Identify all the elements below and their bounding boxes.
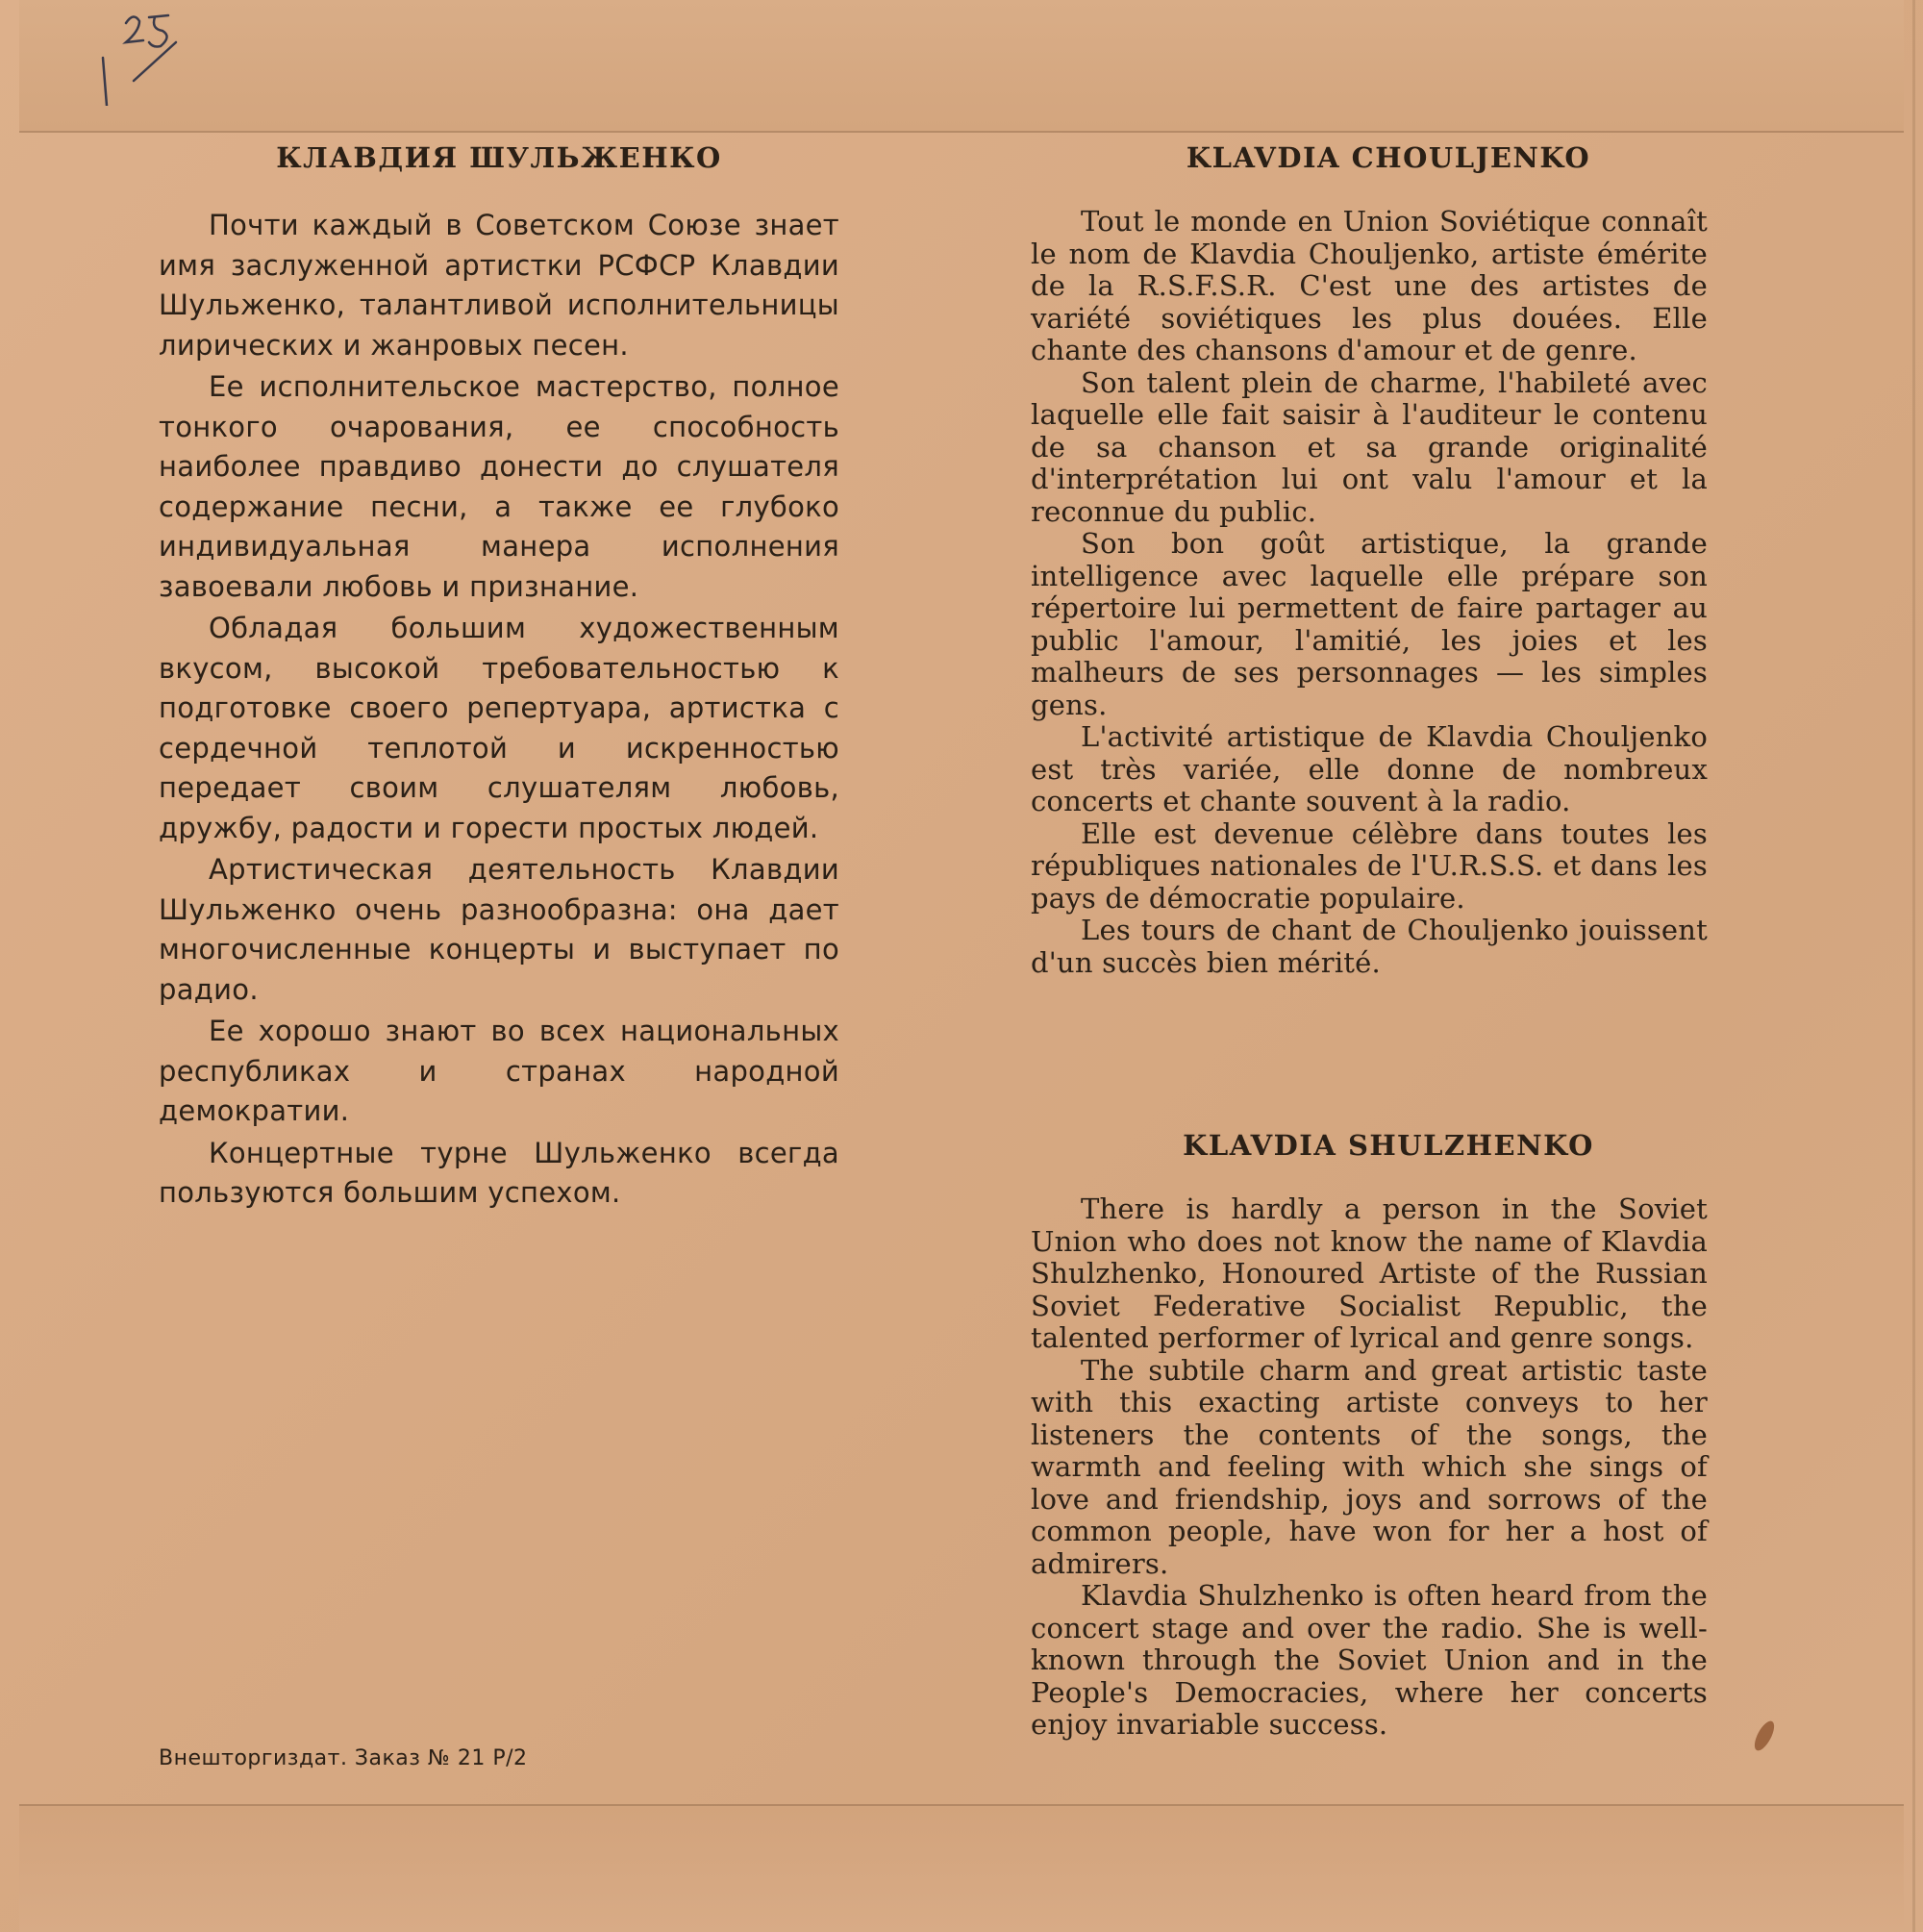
russian-paragraph: Обладая большим художественным вкусом, высокой требовательностью к подготовке своего репертуара, артистка с сердечной теплотой и искренностью передает своим слушателям любовь, дружбу, радости и горести простых людей. bbox=[159, 612, 839, 844]
french-paragraph: Son bon goût artistique, la grande intelligence avec laquelle elle prépare son répertoire lui permettent de faire partager au public l'amour, l'amitié, les joies et les malheurs de ses personnages — les simples gens. bbox=[1031, 527, 1708, 721]
english-title: KLAVDIA SHULZHENKO bbox=[1183, 1129, 1594, 1162]
russian-column bbox=[159, 133, 839, 1216]
publisher-imprint: Внешторгиздат. Заказ № 21 Р/2 bbox=[159, 1746, 528, 1770]
french-title: KLAVDIA CHOULJENKO bbox=[1186, 141, 1591, 174]
russian-paragraph: Артистическая деятельность Клавдии Шульженко очень разнообразна: она дает многочисленные концерты и выступает по радио. bbox=[159, 853, 839, 1006]
french-column bbox=[1031, 133, 1708, 979]
french-paragraph: Les tours de chant de Chouljenko jouissent d'un succès bien mérité. bbox=[1031, 914, 1708, 979]
english-paragraph: The subtile charm and great artistic taste with this exacting artiste conveys to her listeners the contents of the songs, the warmth and feeling with which she sings of love and friendship, joys and sorrows of the common people, have won for her a host of admirers. bbox=[1031, 1353, 1708, 1580]
russian-paragraph: Концертные турне Шульженко всегда пользуются большим успехом. bbox=[159, 1136, 839, 1209]
english-text bbox=[1031, 1193, 1708, 1742]
russian-text bbox=[159, 206, 839, 1214]
french-text bbox=[1031, 206, 1708, 979]
french-paragraph: Son talent plein de charme, l'habileté avec laquelle elle fait saisir à l'auditeur le contenu de sa chanson et sa grande originalité d'interprétation lui ont valu l'amour et la reconnue du public. bbox=[1031, 365, 1708, 528]
russian-paragraph: Почти каждый в Советском Союзе знает имя заслуженной артистки РСФСР Клавдии Шульженко, талантливой исполнительницы лирических и жанровых песен. bbox=[159, 209, 839, 362]
french-paragraph: Elle est devenue célèbre dans toutes les républiques nationales de l'U.R.S.S. et dans les pays de démocratie populaire. bbox=[1031, 816, 1708, 915]
bottom-flap bbox=[19, 1806, 1904, 1932]
french-paragraph: Tout le monde en Union Soviétique connaît le nom de Klavdia Chouljenko, artiste émérite de la R.S.F.S.R. C'est une des artistes de variété soviétiques les plus douées. Elle chante des chansons d'amour et de genre. bbox=[1031, 205, 1708, 366]
russian-paragraph: Ее исполнительское мастерство, полное тонкого очарования, ее способность наиболее правдиво донести до слушателя содержание песни, а также ее глубоко индивидуальная манера исполнения завоевали любовь и признание. bbox=[159, 370, 839, 603]
english-column bbox=[1031, 1120, 1708, 1742]
ink-stain bbox=[1751, 1719, 1778, 1754]
handwritten-note bbox=[91, 10, 207, 106]
english-paragraph: There is hardly a person in the Soviet Union who does not know the name of Klavdia Shulzhenko, Honoured Artiste of the Russian Soviet Federative Socialist Republic, the talented performer of lyrical and genre songs. bbox=[1031, 1192, 1708, 1354]
french-paragraph: L'activité artistique de Klavdia Chouljenko est très variée, elle donne de nombreux concerts et chante souvent à la radio. bbox=[1031, 720, 1708, 817]
english-paragraph: Klavdia Shulzhenko is often heard from the concert stage and over the radio. She is well-known through the Soviet Union and in the People's Democracies, where her concerts enjoy invariable success. bbox=[1031, 1579, 1708, 1741]
top-flap bbox=[19, 0, 1904, 131]
russian-paragraph: Ее хорошо знают во всех национальных республиках и странах народной демократии. bbox=[159, 1015, 839, 1127]
russian-title: КЛАВДИЯ ШУЛЬЖЕНКО bbox=[276, 141, 722, 174]
right-edge bbox=[1912, 0, 1915, 1932]
